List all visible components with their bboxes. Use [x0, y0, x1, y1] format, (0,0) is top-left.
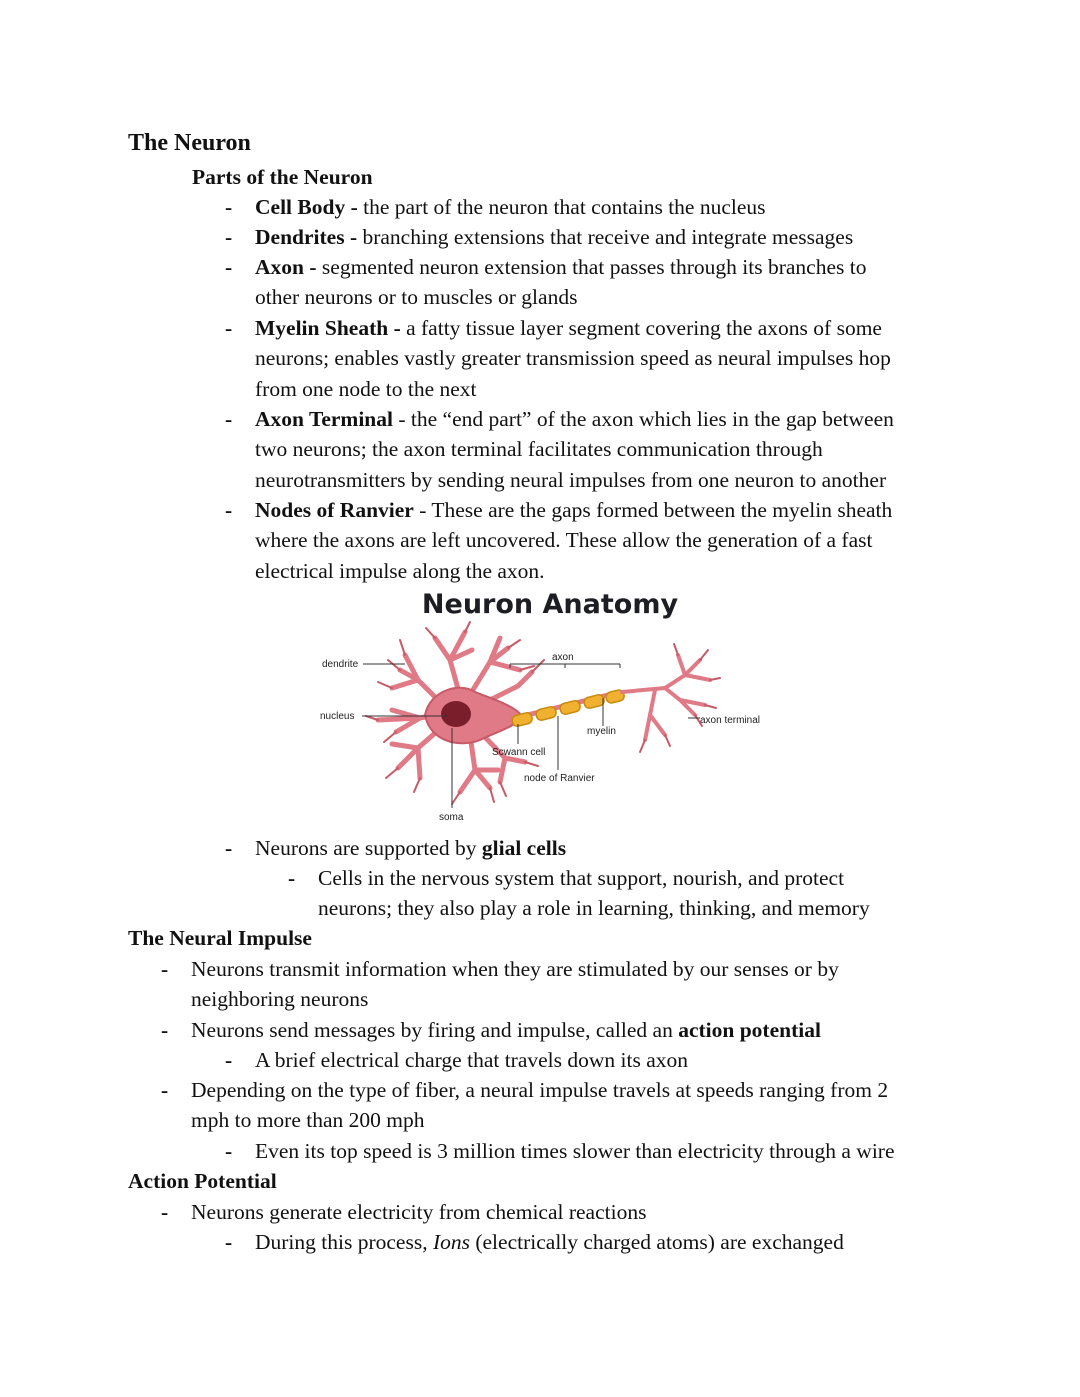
term-ions: Ions: [432, 1230, 470, 1254]
list-item-impulse-1: [161, 954, 839, 1015]
impulse-2-pre: Neurons send messages by firing and impulse, called an: [191, 1018, 679, 1042]
desc-axon-line2: other neurons or to muscles or glands: [255, 285, 578, 310]
label-soma: soma: [439, 812, 464, 823]
glial-pre: Neurons are supported by: [255, 836, 482, 860]
list-item-action-2: [225, 1227, 844, 1257]
term-nodes-of-ranvier: Nodes of Ranvier: [255, 498, 414, 522]
list-item-dendrites: [225, 222, 854, 252]
label-axon: axon: [552, 652, 574, 663]
label-node-of-ranvier: node of Ranvier: [524, 773, 595, 784]
impulse-1-line2: neighboring neurons: [191, 987, 369, 1012]
list-item-axon-terminal: [225, 404, 894, 495]
heading-neural-impulse: The Neural Impulse: [128, 926, 312, 950]
desc-nodes-line2: where the axons are left uncovered. These allow the generation of a fast: [255, 528, 873, 553]
desc-nodes-line3: electrical impulse along the axon.: [255, 558, 545, 583]
bullet-dash: -: [225, 836, 233, 860]
bullet-dash: -: [288, 866, 296, 890]
list-item-action-1: [161, 1197, 647, 1227]
nucleus-shape: [441, 701, 471, 727]
list-item-myelin-sheath: [225, 313, 891, 404]
bullet-dash: -: [225, 255, 233, 279]
action-1-text: Neurons generate electricity from chemical reactions: [191, 1200, 647, 1224]
list-item-impulse-3: [161, 1075, 889, 1136]
label-myelin: myelin: [587, 726, 616, 737]
term-glial-cells: glial cells: [481, 836, 567, 860]
action-2-post: (electrically charged atoms) are exchanged: [469, 1230, 844, 1254]
leader-lines: [362, 664, 700, 808]
label-dendrite: dendrite: [322, 659, 359, 670]
myelin-segments: [511, 689, 625, 727]
desc-axon-terminal: - the “end part” of the axon which lies in the gap between: [393, 407, 894, 431]
neuron-anatomy-diagram: [300, 620, 800, 830]
impulse-1-line1: Neurons transmit information when they are stimulated by our senses or by: [191, 957, 839, 981]
heading-parts-of-neuron: Parts of the Neuron: [192, 165, 373, 189]
impulse-2-sub: A brief electrical charge that travels down its axon: [255, 1048, 689, 1072]
list-item-impulse-3-sub: [225, 1136, 895, 1166]
list-item-impulse-2: [161, 1015, 821, 1045]
term-axon-terminal: Axon Terminal: [255, 407, 393, 431]
diagram-title: Neuron Anatomy: [421, 589, 679, 620]
term-myelin-sheath: Myelin Sheath -: [255, 316, 401, 340]
bullet-dash: -: [225, 316, 233, 340]
desc-axon-terminal-line2: two neurons; the axon terminal facilitates communication through: [255, 437, 823, 462]
list-item-cell-body: [225, 192, 766, 222]
bullet-dash: -: [225, 498, 233, 522]
desc-cell-body: the part of the neuron that contains the nucleus: [357, 195, 766, 219]
desc-axon: segmented neuron extension that passes through its branches to: [316, 255, 867, 279]
bullet-dash: -: [225, 1139, 233, 1163]
bullet-dash: -: [225, 195, 233, 219]
impulse-3-line1: Depending on the type of fiber, a neural impulse travels at speeds ranging from 2: [191, 1078, 889, 1102]
bullet-dash: -: [225, 225, 233, 249]
label-axon-terminal: axon terminal: [700, 715, 761, 726]
desc-myelin: a fatty tissue layer segment covering the axons of some: [400, 316, 882, 340]
heading-action-potential: Action Potential: [128, 1169, 277, 1193]
list-item-nodes-of-ranvier: [225, 495, 893, 586]
list-item-glial: [225, 833, 567, 863]
bullet-dash: -: [225, 1048, 233, 1072]
desc-axon-terminal-line3: neurotransmitters by sending neural impulses from one neuron to another: [255, 467, 887, 492]
list-item-glial-sub: [288, 863, 870, 924]
term-dendrites: Dendrites -: [255, 225, 358, 249]
impulse-3-line2: mph to more than 200 mph: [191, 1108, 425, 1133]
desc-myelin-line3: from one node to the next: [255, 376, 477, 401]
desc-dendrites: branching extensions that receive and integrate messages: [357, 225, 854, 249]
bullet-dash: -: [161, 957, 169, 981]
term-axon: Axon -: [255, 255, 317, 279]
heading-the-neuron: The Neuron: [128, 130, 251, 156]
term-cell-body: Cell Body -: [255, 195, 358, 219]
axon-terminal-branches: [622, 655, 710, 740]
bullet-dash: -: [161, 1018, 169, 1042]
list-item-impulse-2-sub: [225, 1045, 689, 1075]
desc-myelin-line2: neurons; enables vastly greater transmission speed as neural impulses hop: [255, 346, 891, 371]
impulse-3-sub: Even its top speed is 3 million times slower than electricity through a wire: [255, 1139, 895, 1163]
desc-nodes: - These are the gaps formed between the myelin sheath: [413, 498, 893, 522]
list-item-axon: [225, 252, 867, 313]
label-nucleus: nucleus: [320, 711, 355, 722]
glial-sub-line1: Cells in the nervous system that support, nourish, and protect: [318, 866, 845, 890]
glial-sub-line2: neurons; they also play a role in learning, thinking, and memory: [318, 896, 870, 921]
label-schwann-cell: Scwann cell: [492, 747, 546, 758]
action-2-pre: During this process,: [255, 1230, 433, 1254]
bullet-dash: -: [225, 407, 233, 431]
bullet-dash: -: [161, 1078, 169, 1102]
term-action-potential: action potential: [678, 1018, 821, 1042]
bullet-dash: -: [225, 1230, 233, 1254]
bullet-dash: -: [161, 1200, 169, 1224]
